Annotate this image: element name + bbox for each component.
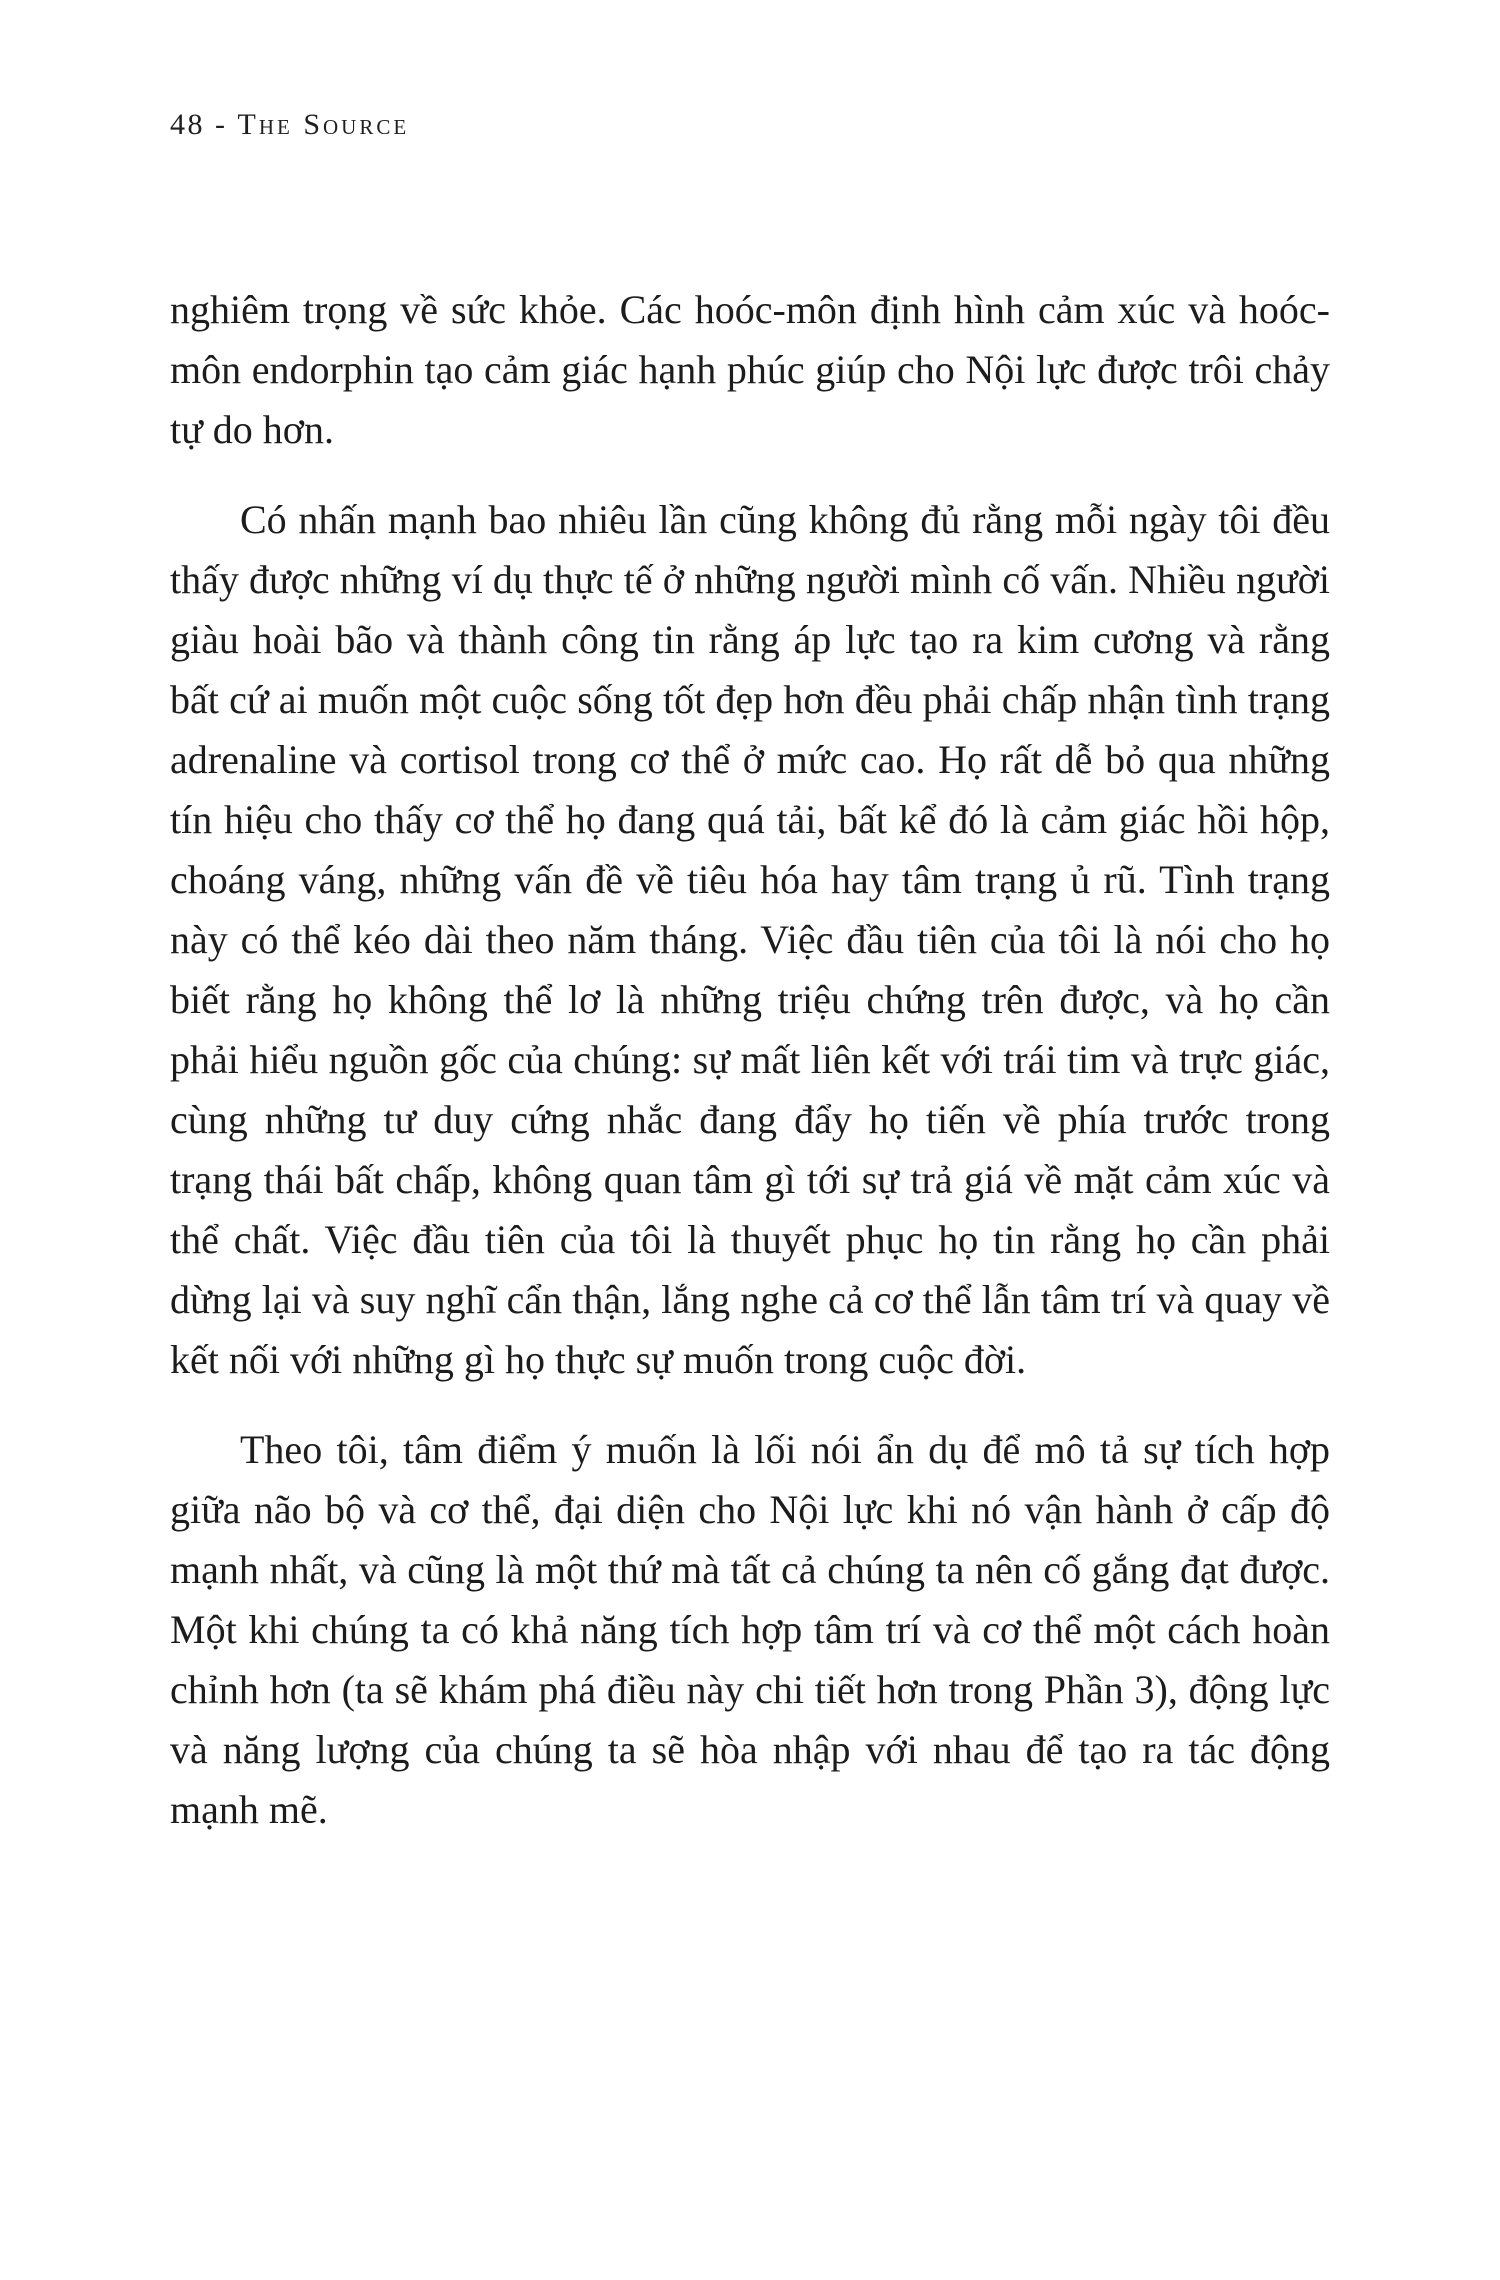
book-title: The Source xyxy=(237,108,410,141)
page-body xyxy=(170,280,1330,1840)
paragraph: nghiêm trọng về sức khỏe. Các hoóc-môn định hình cảm xúc và hoóc-môn endorphin tạo cảm giác hạnh phúc giúp cho Nội lực được trôi chảy tự do hơn. xyxy=(170,287,1330,452)
running-header xyxy=(170,108,1330,142)
paragraph: Theo tôi, tâm điểm ý muốn là lối nói ẩn dụ để mô tả sự tích hợp giữa não bộ và cơ thể, đại diện cho Nội lực khi nó vận hành ở cấp độ mạnh nhất, và cũng là một thứ mà tất cả chúng ta nên cố gắng đạt được. Một khi chúng ta có khả năng tích hợp tâm trí và cơ thể một cách hoàn chỉnh hơn (ta sẽ khám phá điều này chi tiết hơn trong Phần 3), động lực và năng lượng của chúng ta sẽ hòa nhập với nhau để tạo ra tác động mạnh mẽ. xyxy=(170,1427,1330,1832)
page-number: 48 xyxy=(170,108,205,141)
paragraph: Có nhấn mạnh bao nhiêu lần cũng không đủ rằng mỗi ngày tôi đều thấy được những ví dụ thực tế ở những người mình cố vấn. Nhiều người giàu hoài bão và thành công tin rằng áp lực tạo ra kim cương và rằng bất cứ ai muốn một cuộc sống tốt đẹp hơn đều phải chấp nhận tình trạng adrenaline và cortisol trong cơ thể ở mức cao. Họ rất dễ bỏ qua những tín hiệu cho thấy cơ thể họ đang quá tải, bất kể đó là cảm giác hồi hộp, choáng váng, những vấn đề về tiêu hóa hay tâm trạng ủ rũ. Tình trạng này có thể kéo dài theo năm tháng. Việc đầu tiên của tôi là nói cho họ biết rằng họ không thể lơ là những triệu chứng trên được, và họ cần phải hiểu nguồn gốc của chúng: sự mất liên kết với trái tim và trực giác, cùng những tư duy cứng nhắc đang đẩy họ tiến về phía trước trong trạng thái bất chấp, không quan tâm gì tới sự trả giá về mặt cảm xúc và thể chất. Việc đầu tiên của tôi là thuyết phục họ tin rằng họ cần phải dừng lại và suy nghĩ cẩn thận, lắng nghe cả cơ thể lẫn tâm trí và quay về kết nối với những gì họ thực sự muốn trong cuộc đời. xyxy=(170,497,1330,1382)
header-separator: - xyxy=(205,108,238,141)
